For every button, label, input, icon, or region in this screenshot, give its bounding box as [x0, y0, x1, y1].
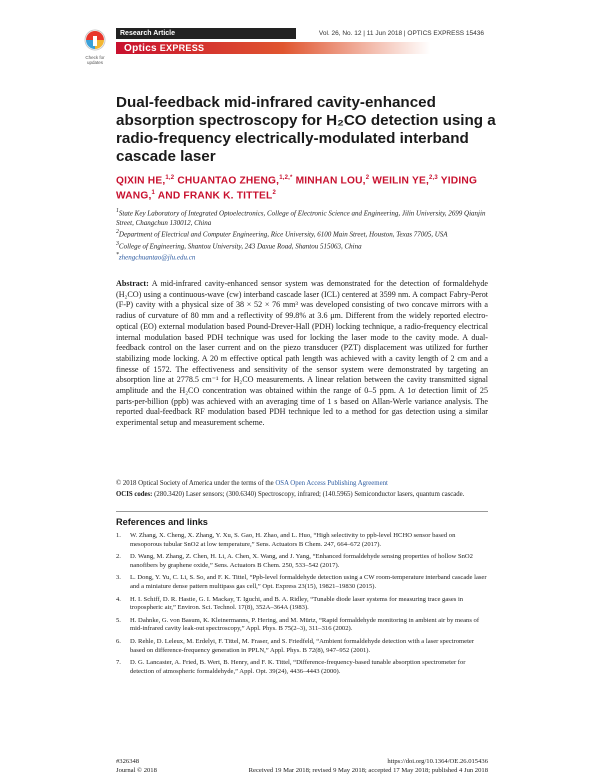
author-affiliation-marker: 1,2,*	[279, 175, 293, 181]
author-affiliation-marker: 1,2	[165, 175, 175, 181]
abstract-text: A mid-infrared cavity-enhanced sensor system was demonstrated for the detection of formaldehyde (H₂CO) using a continuous-wave (cw) interband cascade laser (ICL) centered at 3599 nm. A compact Fabry-Perot (F-P) cavity with a physical size of 38 × 52 × 76 mm³ was developed consisting of two concave mirrors with a radius of curvature of 80 mm and a reflectivity of 99.8% at 3.6 μm. Different from the widely reported electro-optical (EO) external modulation based Pound-Drever-Hall (PDH) locking technique, a radio-frequency electrical internal modulation based PDH technique was used for locking the laser mode to the cavity mode. A dual-feedback control on the laser current and on the piezo transducer (PZT) displacement was utilized for further stabilizing mode locking. A 20 m effective optical path length was achieved with a cavity length of 2 cm and a finesse of 1572. The effectiveness and sensitivity of the sensor system were demonstrated by targeting an absorption line at 2778.5 cm⁻¹ for H₂CO measurements. A linear relation between the cavity transmitted signal amplitude and the H₂CO concentration was obtained within the range of 0–5 ppm. A 1σ detection limit of 25 parts-per-billion (ppb) was achieved with an averaging time of 1 s based on Allan-Werle variance analysis. The reported dual-feedback RF modulation based PDH technique led to a method for gas detection using a similar experimental setup and measurement scheme.	[116, 279, 488, 428]
affiliation-item: $^2$Department of Electrical and Computer Engineering, Rice University, 6100 Main Street, Houston, Texas 77005, USA	[116, 228, 448, 239]
author-name: QIXIN HE,	[116, 175, 166, 187]
doi-link[interactable]: https://doi.org/10.1364/OE.26.015436	[387, 758, 488, 765]
author-name: CHUANTAO ZHENG,	[174, 175, 280, 187]
article-type: Research Article	[120, 30, 175, 37]
issue-meta: Vol. 26, No. 12 | 11 Jun 2018 | OPTICS EXPRESS 15436	[296, 28, 486, 39]
references-heading: References and links	[116, 517, 208, 527]
author-name: WEILIN YE,	[369, 175, 429, 187]
author-affiliation-marker: 1	[151, 190, 156, 197]
reference-item: 4. H. I. Schiff, D. R. Hastie, G. I. Mackay, T. Iguchi, and B. A. Ridley, “Tunable diode laser systems for measuring trace gases in tropospheric air,” Environ. Sci. Technol. 17(8), 352A–364A (1983).	[116, 595, 464, 612]
reference-list	[116, 532, 488, 680]
affiliations	[116, 207, 490, 263]
author-name: YIDING WANG,	[116, 175, 478, 202]
crossmark-icon	[80, 28, 110, 54]
crossmark-label: Check for updates	[85, 55, 105, 65]
author-affiliation-marker: 2	[365, 175, 370, 181]
author-list	[116, 172, 490, 203]
journal-bar	[116, 42, 486, 54]
reference-item: 5. H. Dahnke, G. von Basum, K. Kleinermanns, P. Hering, and M. Mürtz, “Rapid formaldehyde monitoring in ambient air by means of mid-infrared cavity leak-out spectroscopy,” Appl. Phys. B 75(2–3), 311–316 (2002).	[116, 616, 480, 633]
affiliation-item: $^1$State Key Laboratory of Integrated Optoelectronics, College of Electronic Science and Engineering, Jilin University, 2699 Qianjin Street, Changchun 130012, China	[116, 208, 486, 227]
author-affiliation-marker: 2,3	[428, 175, 438, 181]
author-affiliation-marker: 2	[272, 190, 276, 197]
affiliation-item: $^3$College of Engineering, Shantou University, 243 Daxue Road, Shantou 515063, China	[116, 240, 362, 250]
open-access-link[interactable]: OSA Open Access Publishing Agreement	[275, 480, 388, 487]
reference-item: 2. D. Wang, M. Zhang, Z. Chen, H. Li, A. Chen, X. Wang, and J. Yang, “Enhanced formaldehyde sensing properties of hollow SnO2 nanofibers by graphene oxide,” Sens. Actuators B Chem. 250, 533–542 (2017).	[116, 553, 473, 569]
journal-copyright: Journal © 2018	[116, 767, 157, 774]
header-bar	[116, 28, 486, 39]
journal-name: Optics EXPRESS	[124, 43, 205, 54]
reference-item: 7. D. G. Lancaster, A. Fried, B. Wert, B. Henry, and F. K. Tittel, “Difference-frequency-based tunable absorption spectrometer for detection of atmospheric formaldehyde,” Appl. Opt. 39(24), 4436–4443 (2000).	[116, 659, 466, 675]
abstract-label: Abstract:	[116, 279, 149, 288]
corresponding-email[interactable]: *zhengchuantao@jlu.edu.cn	[116, 252, 196, 262]
ocis-codes: OCIS codes: (280.3420) Laser sensors; (300.6340) Spectroscopy, infrared; (140.5965) Semiconductor lasers, quantum cascade.	[116, 491, 465, 498]
author-name: MINHAN LOU,	[292, 175, 366, 187]
reference-item: 3. L. Dong, Y. Yu, C. Li, S. So, and F. K. Tittel, “Ppb-level formaldehyde detection using a CW room-temperature interband cascade laser and a miniature dense pattern multipass gas cell,” Opt. Express 23(15), 19821–19830 (2015).	[116, 574, 487, 590]
copyright-notice: © 2018 Optical Society of America under the terms of the OSA Open Access Publishing Agreement	[116, 480, 388, 487]
reference-item: 6. D. Rehle, D. Leleux, M. Erdelyi, F. Tittel, M. Fraser, and S. Friedfeld, “Ambient formaldehyde detection with a laser spectrometer based on difference-frequency generation in PPLN,” Appl. Phys. B 72(8), 947–952 (2001).	[116, 637, 475, 654]
section-divider	[116, 511, 488, 512]
history-dates: Received 19 Mar 2018; revised 9 May 2018; accepted 17 May 2018; published 4 Jun 2018	[248, 767, 488, 774]
crossmark-badge[interactable]	[80, 28, 110, 64]
author-name: AND FRANK K. TITTEL	[155, 190, 273, 202]
page-footer	[116, 757, 488, 776]
article-title: Dual-feedback mid-infrared cavity-enhanced absorption spectroscopy for H₂CO detection using a radio-frequency electrically-modulated interband cascade laser	[116, 94, 496, 165]
reference-item: 1. W. Zhang, X. Cheng, X. Zhang, Y. Xu, S. Gao, H. Zhao, and L. Huo, “High selectivity to ppb-level HCHO sensor based on mesoporous tubular SnO2 at low temperature,” Sens. Actuators B Chem. 247, 664–672 (2017).	[116, 532, 456, 548]
article-id: #326348	[116, 758, 140, 765]
abstract	[116, 279, 488, 429]
